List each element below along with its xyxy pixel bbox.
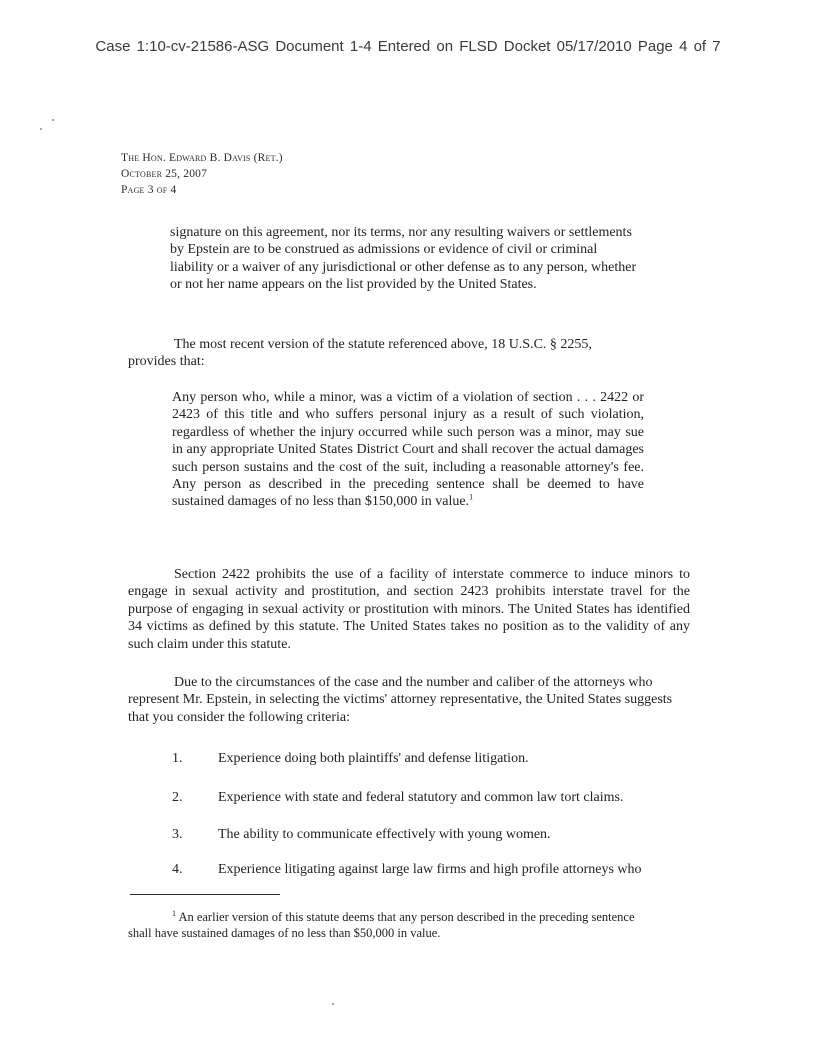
paragraph-agreement-terms: signature on this agreement, nor its terms, nor any resulting waivers or settlements by Epstein are to be construed as admissions or evidence of civil or criminal liability or a waiver of any jurisdictional or other defense as to any person, whether or not her name appears on the list provided by the United States. [170,225,637,293]
criteria-number: 3. [172,827,183,842]
criteria-text: Experience doing both plaintiffs' and defense litigation. [218,751,529,766]
criteria-number: 4. [172,862,183,877]
criteria-text: Experience with state and federal statutory and common law tort claims. [218,790,624,805]
paragraph-criteria-intro: Due to the circumstances of the case and the number and caliber of the attorneys who represent Mr. Epstein, in selecting the victims' attorney representative, the United States suggests that you consider the following criteria: [128,675,673,725]
letter-date: October 25, 2007 [121,168,208,180]
criteria-number: 2. [172,790,183,805]
criteria-text: The ability to communicate effectively with young women. [218,827,551,842]
footnote-marker: 1 [172,908,176,918]
paragraph-section-2422: Section 2422 prohibits the use of a facility of interstate commerce to induce minors to engage in sexual activity and prostitution, and section 2423 prohibits interstate travel for the purpose of engaging in sexual activity or prostitution with minors. The United States has identified 34 victims as defined by this statute. The United States takes no position as to the validity of any such claim under this statute. [128,567,690,652]
scan-speck [332,1003,334,1005]
letterhead [121,150,283,198]
footnote-ref: 1 [469,492,474,502]
footnote [128,909,658,941]
court-filing-header: Case 1:10-cv-21586-ASG Document 1-4 Entered on FLSD Docket 05/17/2010 Page 4 of 7 [95,38,721,55]
footnote-divider [130,894,280,895]
paragraph-statute-intro: The most recent version of the statute referenced above, 18 U.S.C. § 2255, provides that: [128,337,592,370]
criteria-number: 1. [172,751,183,766]
footnote-text: An earlier version of this statute deems that any person described in the preceding sentence shall have sustained damages of no less than $50,000 in value. [128,910,635,940]
criteria-item [172,751,529,767]
addressee: The Hon. Edward B. Davis (Ret.) [121,152,283,164]
statute-quote-text: Any person who, while a minor, was a victim of a violation of section . . . 2422 or 2423 of this title and who suffers personal injury as a result of such violation, regardless of whether the injury occurred while such person was a minor, may sue in any appropriate United States District Court and shall recover the actual damages such person sustains and the cost of the suit, including a reasonable attorney's fee. Any person as described in the preceding sentence shall be deemed to have sustained damages of no less than $150,000 in value. [172,390,644,510]
criteria-item [172,790,623,806]
criteria-text: Experience litigating against large law firms and high profile attorneys who [218,862,642,877]
page-number: Page 3 of 4 [121,184,177,196]
criteria-item [172,827,551,843]
criteria-item [172,862,642,878]
scan-speck [40,128,42,130]
statute-block-quote [172,389,644,511]
scan-speck [52,119,54,121]
